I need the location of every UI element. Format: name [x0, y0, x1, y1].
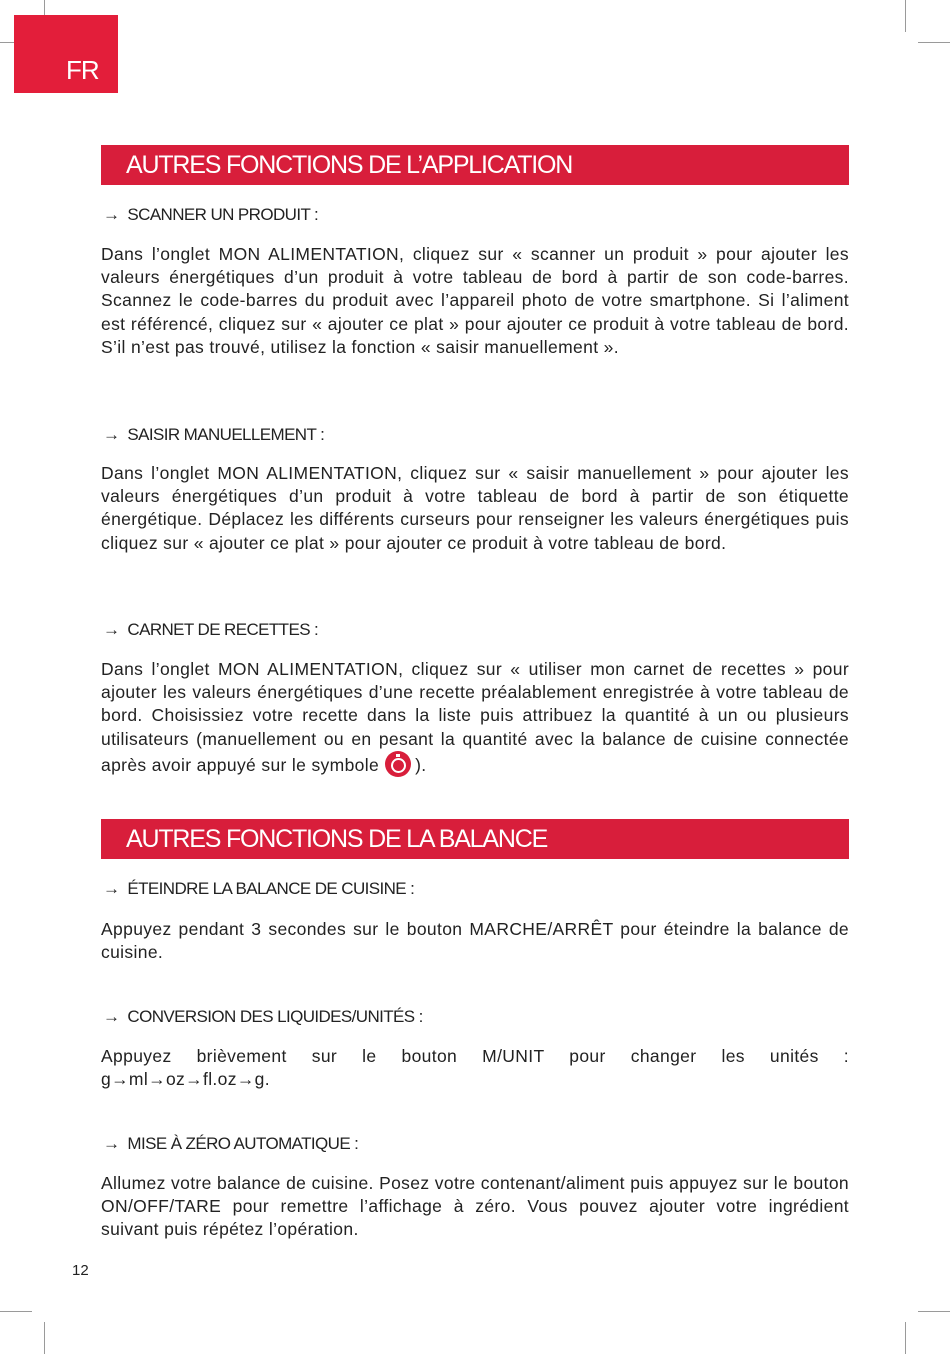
paragraph-unit-conversion: Appuyez brièvement sur le bouton M/UNIT pour changer les unités : — [101, 1046, 849, 1066]
crop-mark — [905, 0, 906, 32]
subheading-text: ÉTEINDRE LA BALANCE DE CUISINE : — [127, 879, 415, 898]
subheading-recipes — [103, 620, 318, 640]
paragraph-recipes-end: ). — [415, 754, 427, 775]
paragraph-power-off: Appuyez pendant 3 secondes sur le bouton MARCHE/ARRÊT pour éteindre la balance de cuisine. — [101, 919, 849, 963]
paragraph-recipes-text: Dans l’onglet MON ALIMENTATION, cliquez sur « utiliser mon carnet de recettes » pour ajouter les valeurs énergétiques d’une recette préalablement enregistrée à votre tableau de bord. Choisissiez votre recette dans la liste puis attribuez la quantité à un ou plusieurs utilisateurs (manuellement ou en pesant la quantité avec la balance de cuisine connectée après avoir appuyé sur le symbole — [101, 659, 849, 775]
subheading-text: CONVERSION DES LIQUIDES/UNITÉS : — [127, 1007, 423, 1026]
paragraph-manual: Dans l’onglet MON ALIMENTATION, cliquez sur « saisir manuellement » pour ajouter les valeurs énergétiques d’un produit à votre tableau de bord à partir de son étiquette énergétique. Déplacez les différents curseurs pour renseigner les valeurs énergétiques puis cliquez sur « ajouter ce plat » pour ajouter ce produit à votre tableau de bord. — [101, 463, 849, 553]
paragraph-auto-zero: Allumez votre balance de cuisine. Posez votre contenant/aliment puis appuyez sur le bouton ON/OFF/TARE pour remettre l’affichage à zéro. Vous pouvez ajouter votre ingrédient suivant puis répétez l’opération. — [101, 1173, 849, 1240]
subheading-manual — [103, 425, 324, 445]
subheading-text: SAISIR MANUELLEMENT : — [127, 425, 325, 444]
crop-mark — [918, 1311, 950, 1312]
paragraph-scanner: Dans l’onglet MON ALIMENTATION, cliquez sur « scanner un produit » pour ajouter les valeurs énergétiques d’un produit à votre tableau de bord à partir de son code-barres. Scannez le code-barres du produit avec l’appareil photo de votre smartphone. Si l’aliment est référencé, cliquez sur « ajouter ce plat » pour ajouter ce produit à votre tableau de bord. S’il n’est pas trouvé, utilisez la fonction « saisir manuellement ». — [101, 244, 849, 357]
arrow-right-icon: → — [103, 1007, 120, 1026]
crop-mark — [918, 42, 950, 43]
page-number: 12 — [72, 1262, 89, 1279]
subheading-unit-conversion — [103, 1007, 423, 1027]
section-title-text: AUTRES FONCTIONS DE LA BALANCE — [126, 825, 548, 853]
arrow-right-icon: → — [103, 620, 120, 639]
language-label: FR — [66, 55, 99, 85]
subheading-text: CARNET DE RECETTES : — [127, 620, 319, 639]
arrow-right-icon: → — [103, 879, 120, 898]
crop-mark — [44, 1322, 45, 1354]
arrow-right-icon: → — [103, 205, 120, 224]
subheading-text: SCANNER UN PRODUIT : — [127, 205, 319, 224]
crop-mark — [905, 1322, 906, 1354]
crop-mark — [0, 1311, 32, 1312]
language-tab — [14, 15, 118, 93]
paragraph-unit-sequence: g→ml→oz→fl.oz→g. — [101, 1069, 270, 1089]
section-title-application — [101, 145, 849, 185]
section-title-scale — [101, 819, 849, 859]
section-title-text: AUTRES FONCTIONS DE L’APPLICATION — [126, 151, 573, 179]
scale-icon — [385, 751, 411, 777]
subheading-auto-zero — [103, 1134, 358, 1154]
subheading-text: MISE À ZÉRO AUTOMATIQUE : — [127, 1134, 359, 1153]
arrow-right-icon: → — [103, 1134, 120, 1153]
arrow-right-icon: → — [103, 425, 120, 444]
paragraph-recipes — [101, 658, 849, 777]
subheading-power-off — [103, 879, 414, 899]
subheading-scanner — [103, 205, 318, 225]
